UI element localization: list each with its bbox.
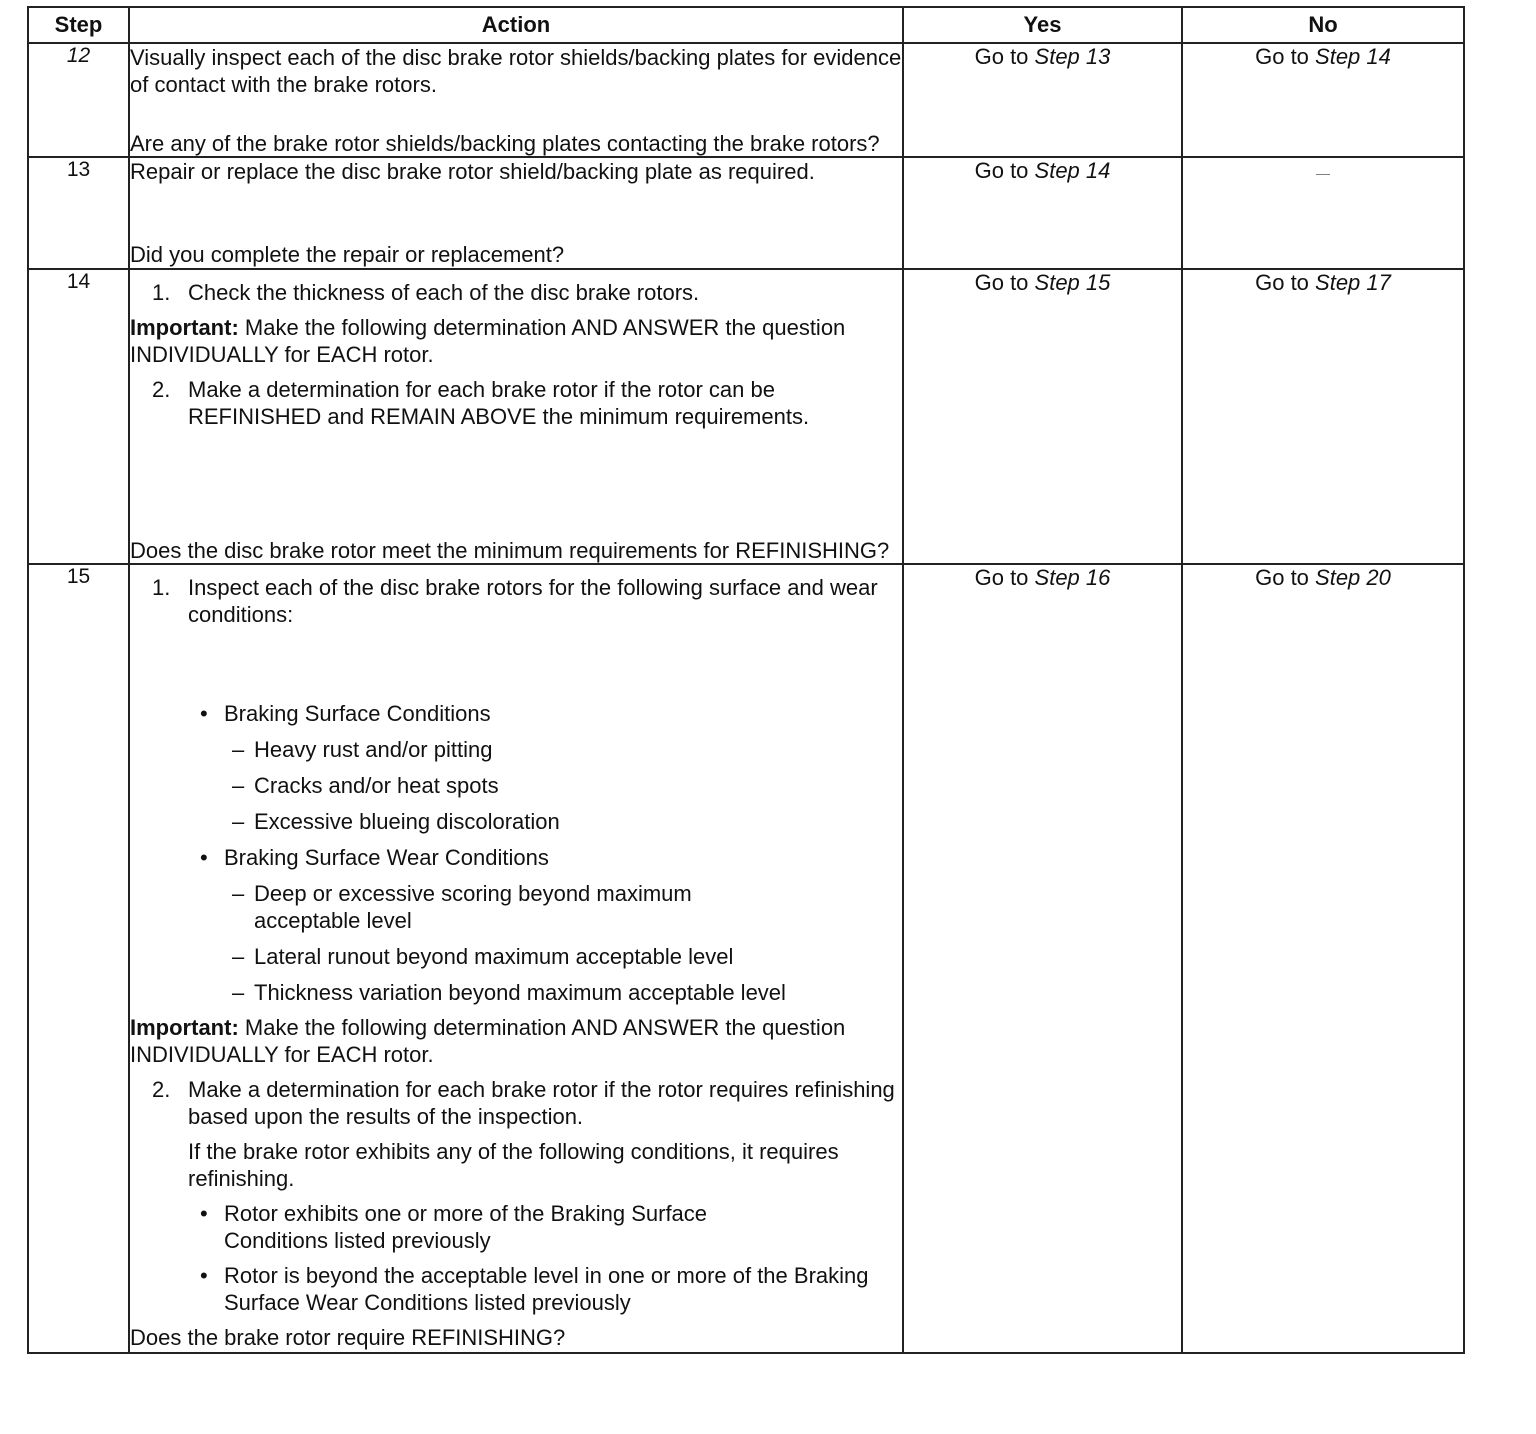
bullet-item (130, 844, 902, 871)
header-step: Step (28, 7, 129, 43)
header-action: Action (129, 7, 903, 43)
dash-glyph: – (232, 737, 245, 762)
goto-prefix: Go to (974, 158, 1035, 183)
action-cell (129, 43, 903, 157)
action-text: Visually inspect each of the disc brake rotor shields/backing plates for evidence of contact with the brake rotors. (130, 45, 902, 97)
yes-step-ref: Step 13 (1034, 44, 1111, 69)
sub-item-text: Deep or excessive scoring beyond maximum acceptable level (254, 881, 692, 933)
diagnostic-table (27, 6, 1465, 1354)
item-number: 2. (152, 1077, 171, 1102)
yes-cell (903, 43, 1182, 157)
goto-prefix: Go to (974, 270, 1035, 295)
important-note (130, 1014, 902, 1068)
sub-item-text: Thickness variation beyond maximum acceptable level (254, 980, 786, 1005)
condition-item (130, 1262, 902, 1316)
sub-item (130, 943, 902, 970)
step-number: 14 (28, 269, 129, 564)
list-item (130, 279, 902, 306)
important-label: Important: (130, 315, 239, 340)
sub-item (130, 979, 902, 1006)
action-cell (129, 564, 903, 1353)
bullet-text: Braking Surface Conditions (224, 701, 491, 726)
dash-glyph: – (232, 944, 245, 969)
yes-cell (903, 269, 1182, 564)
sub-item-text: Excessive blueing discoloration (254, 809, 560, 834)
sub-item-text: Heavy rust and/or pitting (254, 737, 493, 762)
important-note (130, 314, 902, 368)
yes-step-ref: Step 14 (1034, 158, 1111, 183)
sub-item (130, 880, 902, 934)
step-number: 13 (28, 157, 129, 269)
table-row-step-12 (28, 43, 1464, 157)
item-number: 1. (152, 280, 171, 305)
action-question: Did you complete the repair or replacement? (130, 242, 565, 267)
table-row-step-15 (28, 564, 1464, 1353)
action-question: Does the brake rotor require REFINISHING? (130, 1325, 566, 1350)
yes-cell (903, 157, 1182, 269)
no-step-ref: Step 14 (1315, 44, 1391, 69)
goto-prefix: Go to (1255, 270, 1316, 295)
bullet-glyph: • (200, 1263, 208, 1288)
action-text: Repair or replace the disc brake rotor shield/backing plate as required. (130, 159, 815, 184)
no-cell (1182, 43, 1464, 157)
goto-prefix: Go to (974, 565, 1035, 590)
action-cell (129, 269, 903, 564)
bullet-glyph: • (200, 701, 208, 726)
condition-text: Rotor is beyond the acceptable level in one or more of the Braking Surface Wear Conditions listed previously (224, 1263, 869, 1315)
no-step-ref: Step 20 (1315, 565, 1391, 590)
header-yes: Yes (903, 7, 1182, 43)
dash-glyph: – (232, 881, 245, 906)
action-cell (129, 157, 903, 269)
bullet-text: Braking Surface Wear Conditions (224, 845, 549, 870)
goto-prefix: Go to (974, 44, 1035, 69)
item-text: Make a determination for each brake rotor if the rotor requires refinishing based upon the results of the inspection. (188, 1077, 895, 1129)
item-number: 1. (152, 575, 171, 600)
no-step-ref: Step 17 (1315, 270, 1391, 295)
item-text: Check the thickness of each of the disc brake rotors. (188, 280, 700, 305)
table-row-step-14 (28, 269, 1464, 564)
no-dash: — (1316, 165, 1330, 181)
list-item (130, 574, 902, 628)
item-text: Inspect each of the disc brake rotors for the following surface and wear conditions: (188, 575, 878, 627)
bullet-glyph: • (200, 845, 208, 870)
dash-glyph: – (232, 809, 245, 834)
condition-text: Rotor exhibits one or more of the Braking Surface Conditions listed previously (224, 1201, 708, 1253)
table-row-step-13 (28, 157, 1464, 269)
important-label: Important: (130, 1015, 239, 1040)
goto-prefix: Go to (1255, 44, 1316, 69)
list-item (130, 1076, 902, 1130)
header-no: No (1182, 7, 1464, 43)
sub-item-text: Lateral runout beyond maximum acceptable level (254, 944, 734, 969)
item-number: 2. (152, 377, 171, 402)
goto-prefix: Go to (1255, 565, 1316, 590)
item-note: If the brake rotor exhibits any of the following conditions, it requires refinishing. (188, 1139, 839, 1191)
item-text: Make a determination for each brake rotor if the rotor can be REFINISHED and REMAIN ABOVE the minimum requirements. (188, 377, 810, 429)
dash-glyph: – (232, 980, 245, 1005)
sub-item (130, 808, 902, 835)
sub-item (130, 772, 902, 799)
no-cell (1182, 157, 1464, 269)
no-cell (1182, 269, 1464, 564)
action-question: Does the disc brake rotor meet the minimum requirements for REFINISHING? (130, 538, 890, 563)
bullet-glyph: • (200, 1201, 208, 1226)
no-cell (1182, 564, 1464, 1353)
header-row (28, 7, 1464, 43)
sub-item (130, 736, 902, 763)
yes-step-ref: Step 15 (1034, 270, 1111, 295)
important-text: Make the following determination AND ANSWER the question INDIVIDUALLY for EACH rotor. (130, 1015, 846, 1067)
step-number: 15 (28, 564, 129, 1353)
bullet-item (130, 700, 902, 727)
yes-step-ref: Step 16 (1034, 565, 1111, 590)
action-question: Are any of the brake rotor shields/backing plates contacting the brake rotors? (130, 131, 880, 156)
step-number: 12 (28, 43, 129, 157)
list-item (130, 376, 902, 430)
sub-item-text: Cracks and/or heat spots (254, 773, 499, 798)
yes-cell (903, 564, 1182, 1353)
dash-glyph: – (232, 773, 245, 798)
condition-item (130, 1200, 902, 1254)
important-text: Make the following determination AND ANSWER the question INDIVIDUALLY for EACH rotor. (130, 315, 846, 367)
